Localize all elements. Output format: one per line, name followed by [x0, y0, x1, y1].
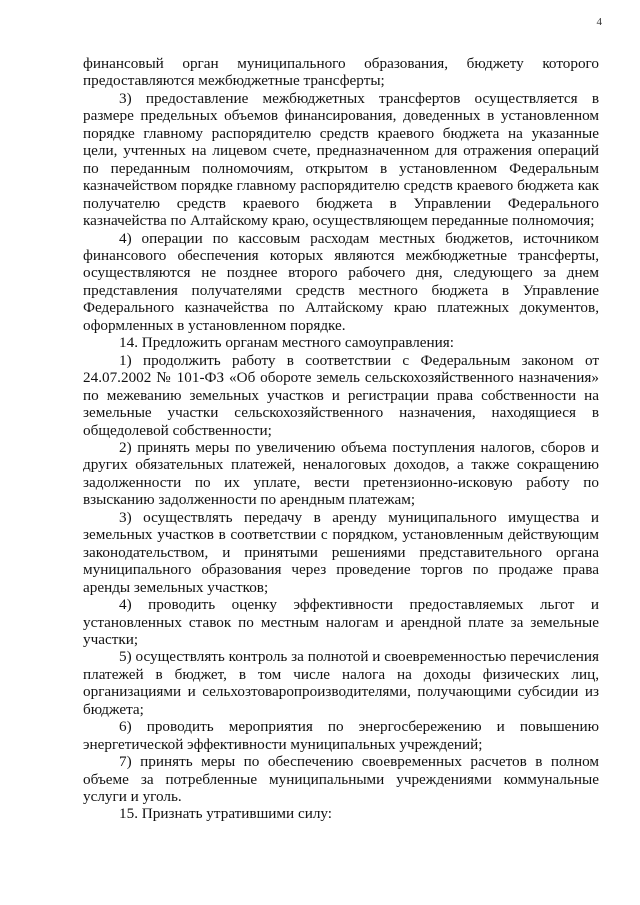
paragraph-14-item-2: 2) принять меры по увеличению объема поступления налогов, сборов и других обязательных платежей, неналоговых доходов, а также сокращению задолженности по их уплате, вести претензионно-исковую работу по взысканию задолженности по арендным платежам;	[83, 438, 599, 509]
paragraph-14-item-4: 4) проводить оценку эффективности предоставляемых льгот и установленных ставок по местным налогам и арендной плате за земельные участки;	[83, 596, 599, 648]
paragraph-14-item-7: 7) принять меры по обеспечению своевременных расчетов в полном объеме за потребленные муниципальными учреждениями коммунальные услуги и уголь.	[83, 753, 599, 806]
paragraph-item-4-cash-operations: 4) операции по кассовым расходам местных бюджетов, источником финансового обеспечения которых являются межбюджетные трансферты, осуществляются не позднее второго рабочего дня, следующего за днем представления получателями средств местного бюджета в Управление Федерального казначейства по Алтайскому краю платежных документов, оформленных в установленном порядке.	[83, 229, 599, 334]
paragraph-14-item-1: 1) продолжить работу в соответствии с Федеральным законом от 24.07.2002 № 101-ФЗ «Об обороте земель сельскохозяйственного назначения» по межеванию земельных участков и регистрации права собственности на земельные участки сельскохозяйственного назначения, находящиеся в общедолевой собственности;	[83, 351, 599, 439]
paragraph-item-3-transfers: 3) предоставление межбюджетных трансфертов осуществляется в размере предельных объемов финансирования, доведенных в установленном порядке главному распорядителю средств краевого бюджета на указанные цели, учтенных на лицевом счете, предназначенном для отражения операций по переданным полномочиям, открытом в установленном Федеральным казначейством порядке главному распорядителю средств краевого бюджета как получателю средств краевого бюджета в Управлении Федерального казначейства по Алтайскому краю, осуществляющем переданные полномочия;	[83, 89, 599, 230]
paragraph-intro-continuation: финансовый орган муниципального образования, бюджету которого предоставляются межбюджетные трансферты;	[83, 55, 599, 90]
paragraph-14-item-5: 5) осуществлять контроль за полнотой и своевременностью перечисления платежей в бюджет, в том числе налога на доходы физических лиц, организациями и сельхозтоваропроизводителями, получающими субсидии из бюджета;	[83, 648, 599, 718]
paragraph-section-15-heading: 15. Признать утратившими силу:	[119, 805, 333, 823]
paragraph-14-item-6: 6) проводить мероприятия по энергосбережению и повышению энергетической эффективности муниципальных учреждений;	[83, 718, 599, 753]
page-number: 4	[596, 16, 602, 28]
paragraph-14-item-3: 3) осуществлять передачу в аренду муниципального имущества и земельных участков в соответствии с порядком, установленным действующим законодательством, и принятыми решениями представительного органа муниципального образования через проведение торгов по продаже права аренды земельных участков;	[83, 508, 599, 596]
paragraph-section-14-heading: 14. Предложить органам местного самоуправления:	[119, 334, 454, 352]
document-body	[83, 55, 599, 823]
